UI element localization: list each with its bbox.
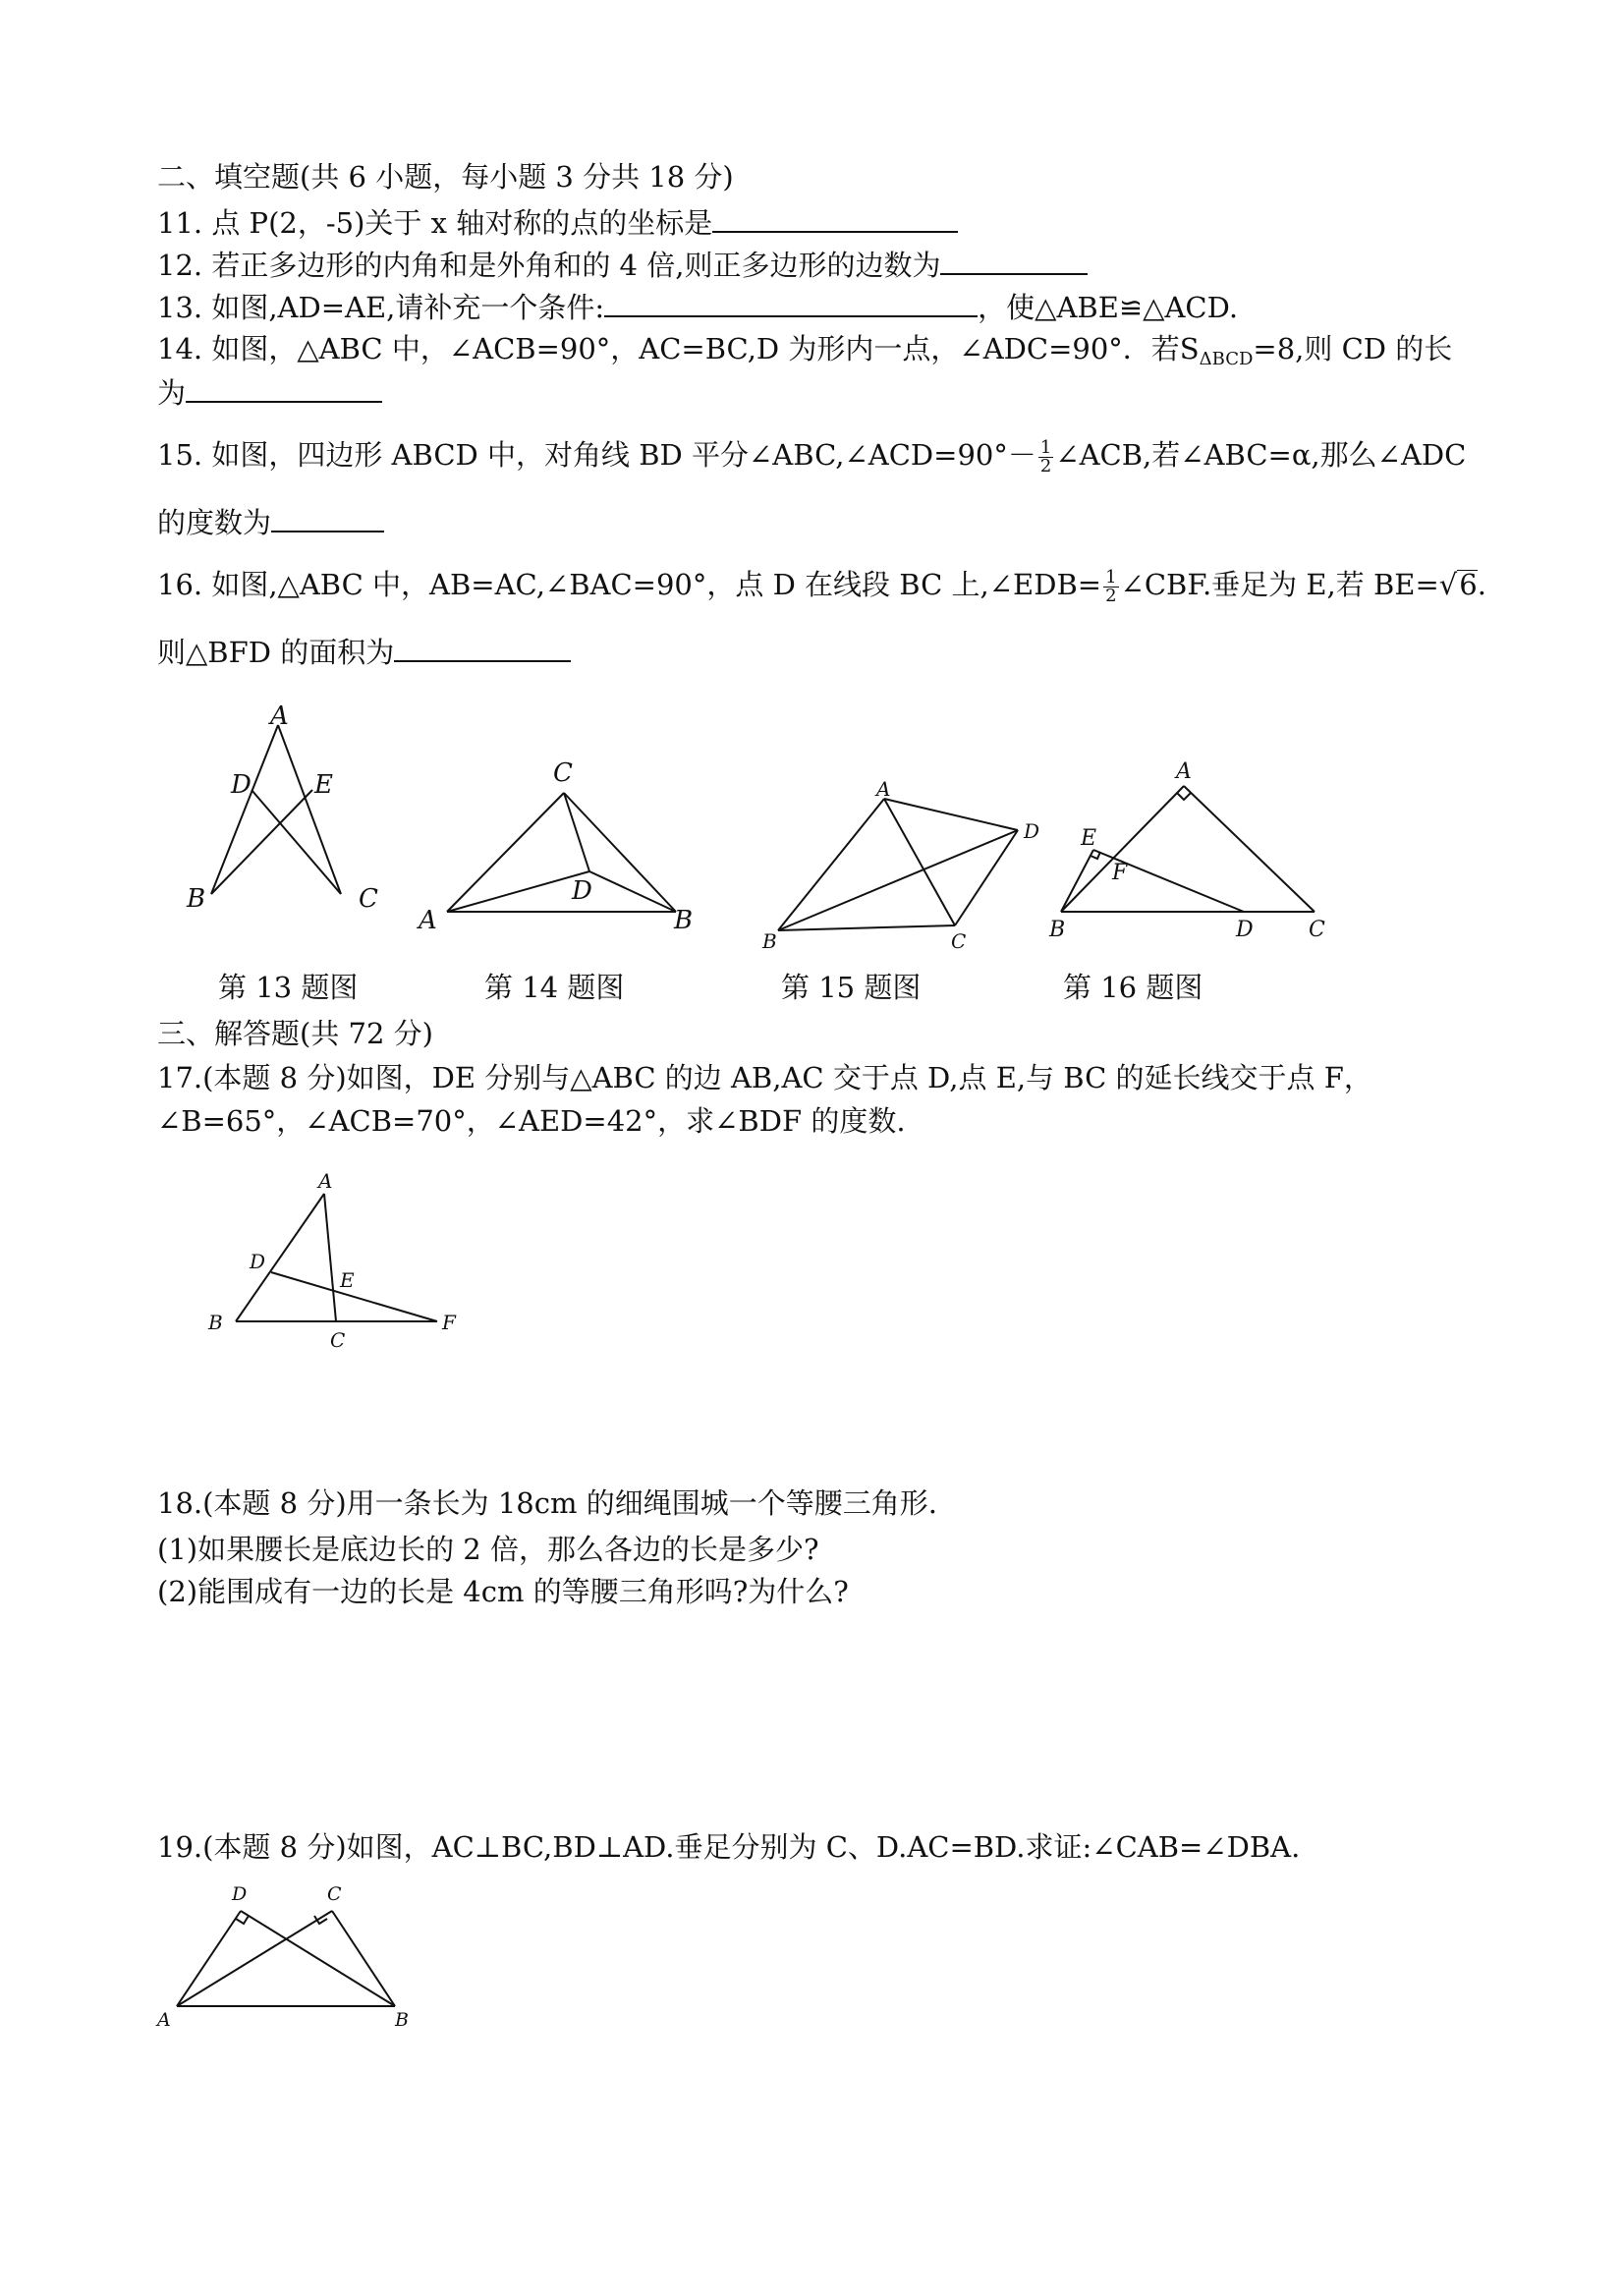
fraction-numerator: 1 — [1105, 566, 1117, 588]
figure-17 — [196, 1164, 481, 1356]
question-14-text-a: 14. 如图，△ABC 中，∠ACB=90°，AC=BC,D 为形内一点，∠ADC=90°．若S — [157, 332, 1200, 365]
question-16-text-c: . — [1477, 568, 1486, 601]
question-18-part1: (1)如果腰长是底边长的 2 倍，那么各边的长是多少? — [157, 1533, 819, 1566]
fig16-label-e: E — [1081, 826, 1097, 851]
question-14-subscript: ΔBCD — [1199, 349, 1254, 369]
fig14-label-b: B — [674, 906, 694, 935]
fraction-numerator: 1 — [1039, 436, 1052, 458]
question-11 — [157, 201, 958, 243]
question-16-text-b: ∠CBF.垂足为 E,若 BE=√ — [1120, 568, 1458, 601]
question-14-text-c: 为 — [157, 376, 187, 410]
caption-figure-16: 第 16 题图 — [1063, 971, 1203, 1004]
fig19-label-a: A — [157, 2009, 171, 2031]
question-18-part2: (2)能围成有一边的长是 4cm 的等腰三角形吗?为什么? — [157, 1575, 849, 1608]
caption-figure-15: 第 15 题图 — [781, 971, 922, 1004]
caption-figure-14: 第 14 题图 — [484, 971, 625, 1004]
question-13 — [157, 286, 1238, 327]
answer-blank-13[interactable] — [604, 286, 978, 317]
question-15-cont — [157, 501, 384, 542]
answer-blank-11[interactable] — [712, 201, 958, 233]
fig16-label-f: F — [1112, 861, 1128, 885]
question-14-cont — [157, 371, 382, 413]
question-16-text-a: 16. 如图,△ABC 中，AB=AC,∠BAC=90°，点 D 在线段 BC 上,∠EDB= — [157, 568, 1102, 601]
fig19-label-b: B — [395, 2009, 409, 2031]
fig19-label-d: D — [232, 1883, 248, 1905]
figure-16 — [1041, 756, 1336, 943]
fig15-label-b: B — [762, 929, 777, 953]
fig17-label-f: F — [442, 1311, 456, 1334]
question-17-cont: ∠B=65°，∠ACB=70°，∠AED=42°，求∠BDF 的度数. — [157, 1104, 906, 1138]
question-14-text-b: =8,则 CD 的长 — [1253, 332, 1453, 365]
fig14-label-c: C — [553, 758, 573, 788]
question-16-cont — [157, 631, 571, 672]
answer-blank-16[interactable] — [394, 631, 571, 662]
fraction-denominator: 2 — [1105, 585, 1117, 606]
question-12-text: 12. 若正多边形的内角和是外角和的 4 倍,则正多边形的边数为 — [157, 249, 941, 282]
question-16-text-d: 则△BFD 的面积为 — [157, 636, 395, 669]
fig15-label-c: C — [951, 929, 967, 953]
fig19-label-c: C — [327, 1883, 342, 1905]
fig14-label-a: A — [419, 906, 437, 935]
figure-13 — [177, 702, 403, 924]
fig16-label-b: B — [1049, 918, 1066, 942]
figure-14 — [413, 752, 707, 938]
fig17-label-a: A — [318, 1169, 333, 1193]
question-13-text-b: ，使△ABE≌△ACD. — [978, 291, 1239, 324]
section-title-fill-blank: 二、填空题(共 6 小题，每小题 3 分共 18 分) — [157, 160, 734, 194]
fraction-one-half — [1038, 436, 1053, 476]
question-18: 18.(本题 8 分)用一条长为 18cm 的细绳围城一个等腰三角形. — [157, 1486, 937, 1520]
fig16-label-a: A — [1176, 759, 1192, 784]
question-16 — [157, 565, 1486, 605]
fig15-label-d: D — [1024, 819, 1040, 843]
question-15-text-a: 15. 如图，四边形 ABCD 中，对角线 BD 平分∠ABC,∠ACD=90°－ — [157, 438, 1036, 472]
figure-15 — [756, 777, 1051, 953]
question-15 — [157, 435, 1466, 476]
fig17-label-b: B — [208, 1311, 223, 1334]
question-15-text-c: 的度数为 — [157, 506, 272, 539]
fraction-denominator: 2 — [1039, 455, 1052, 476]
figure-19 — [147, 1876, 432, 2034]
answer-blank-14[interactable] — [186, 371, 382, 403]
sqrt-radicand: 6 — [1459, 568, 1478, 601]
question-11-text: 11. 点 P(2，-5)关于 x 轴对称的点的坐标是 — [157, 206, 713, 240]
fig13-label-b: B — [187, 884, 206, 914]
question-12 — [157, 244, 1088, 285]
answer-blank-12[interactable] — [940, 244, 1088, 275]
fig15-label-a: A — [876, 777, 891, 801]
section-title-solutions: 三、解答题(共 72 分) — [157, 1017, 433, 1050]
fig17-label-c: C — [330, 1328, 346, 1352]
question-13-text-a: 13. 如图,AD=AE,请补充一个条件: — [157, 291, 605, 324]
fig13-label-a: A — [270, 701, 289, 731]
question-17: 17.(本题 8 分)如图，DE 分别与△ABC 的边 AB,AC 交于点 D,点 E,与 BC 的延长线交于点 F， — [157, 1061, 1372, 1094]
fig14-label-d: D — [572, 876, 592, 906]
fig17-label-d: D — [250, 1250, 266, 1273]
fig13-label-e: E — [314, 770, 333, 800]
fig16-label-d: D — [1236, 918, 1254, 942]
answer-blank-15[interactable] — [271, 501, 384, 532]
fraction-one-half — [1103, 566, 1118, 606]
fig16-label-c: C — [1309, 918, 1325, 942]
fig13-label-d: D — [231, 770, 252, 800]
fig17-label-e: E — [340, 1268, 355, 1292]
question-15-text-b: ∠ACB,若∠ABC=α,那么∠ADC — [1055, 438, 1467, 472]
question-19: 19.(本题 8 分)如图，AC⊥BC,BD⊥AD.垂足分别为 C、D.AC=BD.求证:∠CAB=∠DBA. — [157, 1830, 1301, 1864]
caption-figure-13: 第 13 题图 — [218, 971, 359, 1004]
fig13-label-c: C — [359, 884, 378, 914]
